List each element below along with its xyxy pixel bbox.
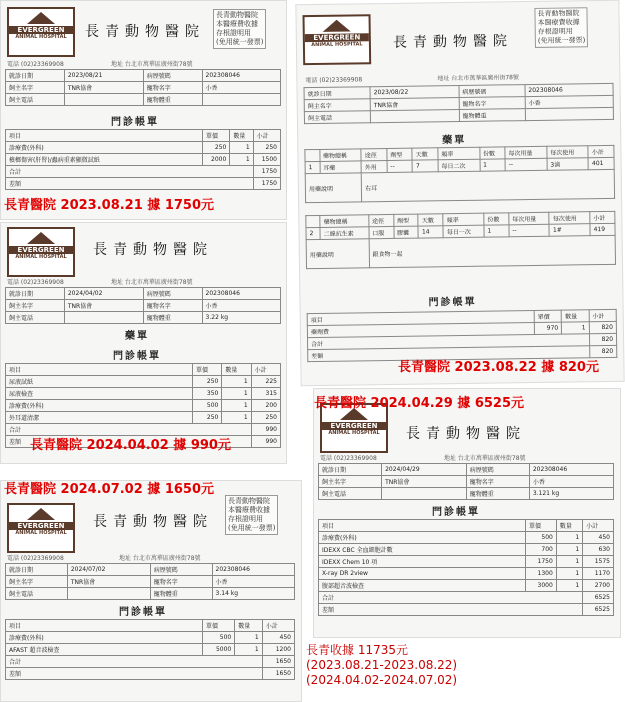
receipt-caption-5: 長青醫院 2024.07.02 據 1650元 <box>4 482 214 497</box>
summary-range-2: (2024.04.02-2024.07.02) <box>306 673 458 687</box>
section-title: 門診帳單 <box>428 296 477 309</box>
visit-info-table: 就診日期 2024/04/29 病歷號碼 202308046 飼主名字 TNR協會 寵物名字 小香 飼主電話 寵物體重 3.121 kg <box>318 463 614 500</box>
prescription-table-2: 藥物總稱 途徑 劑型 天數 頻率 份數 每次用量 每次使用 小計 2 二線抗生素 口服 膠囊 14 每日一次 1 -- 1# 419 用藥說明 跟食物一起 <box>305 211 616 269</box>
section-title: 門診帳單 <box>432 507 480 518</box>
hospital-address: 地址 台北市萬華區廣州街78號 <box>111 61 193 68</box>
table-row: 2 二線抗生素 口服 膠囊 14 每日一次 1 -- 1# 419 <box>306 223 615 239</box>
evergreen-logo: EVERGREEN ANIMAL HOSPITAL <box>303 14 372 65</box>
receipt-stamp: 長青動物醫院 本醫療費收據 存根證明用 (免用統一發票) <box>534 7 588 48</box>
bill-table: 項目 單價 數量 小計 診療費(外科) 250 1 250 檳榔傷害(肝腎)/蟲病重素顯微試紙 2000 1 1500 合計 1750 差額 1750 <box>5 129 281 190</box>
section-title: 門診帳單 <box>111 117 159 128</box>
bill-table: 項目 單價 數量 小計 診療費(外科) 500 1 450 IDEXX CBC 全血細胞計數 700 1 630 IDEXX Chem 10 項 1750 1 1575 X-ray DR 2view 1300 1 1170 腹部超音波檢查 3000 1 2700 合計 6525 差額 6525 <box>318 519 614 616</box>
hospital-name: 長青動物醫院 <box>406 426 526 442</box>
summary-total: 長青收據 11735元 <box>306 643 408 657</box>
receipt-2024-04-02 <box>0 222 287 464</box>
table-row: IDEXX CBC 全血細胞計數 700 1 630 <box>319 544 614 556</box>
visit-info-table: 就診日期 2023/08/21 病歷號碼 202308046 飼主名字 TNR協會 寵物名字 小香 飼主電話 寵物體重 <box>5 69 281 106</box>
receipt-caption-2: 長青醫院 2023.08.22 據 820元 <box>398 360 599 375</box>
table-row: 診療費(外科) 250 1 250 <box>6 142 281 154</box>
table-row: X-ray DR 2view 1300 1 1170 <box>319 568 614 580</box>
receipt-2023-08-21 <box>0 0 287 220</box>
hospital-phone: 電話 (02)23369908 <box>7 61 64 68</box>
table-row: 尿液試紙 250 1 225 <box>6 376 281 388</box>
receipt-2024-04-29 <box>313 388 621 638</box>
table-row: 診療費(外科) 500 1 200 <box>6 400 281 412</box>
section-title: 門診帳單 <box>113 351 161 362</box>
table-row: 診療費(外科) 500 1 450 <box>6 632 295 644</box>
hospital-name: 長青動物醫院 <box>93 242 213 258</box>
table-row: IDEXX Chem 10 項 1750 1 1575 <box>319 556 614 568</box>
receipt-caption-1: 長青醫院 2023.08.21 據 1750元 <box>4 198 214 213</box>
table-row: 外耳道清潔 250 1 250 <box>6 412 281 424</box>
table-row: 藥劑費 970 1 820 <box>307 321 616 337</box>
hospital-name: 長青動物醫院 <box>85 24 205 40</box>
receipt-stamp: 長青動物醫院 本醫療費收據 存根證明用 (免用統一發票) <box>225 495 278 535</box>
visit-info-table: 就診日期 2023/08/22 病歷號碼 202308046 飼主名字 TNR協會 寵物名字 小香 飼主電話 寵物體重 <box>304 83 614 124</box>
rx-title: 藥單 <box>125 331 149 342</box>
hospital-phone: 電話 (02)23369908 <box>305 76 363 85</box>
hospital-name: 長青動物醫院 <box>392 33 513 51</box>
summary-note <box>306 643 457 688</box>
receipt-stamp: 長青動物醫院 本醫療費收據 存根證明用 (免用統一發票) <box>213 9 266 49</box>
hospital-address: 地址 台北市萬華區廣州街78號 <box>111 279 193 286</box>
prescription-table-1: 藥物總稱 途徑 劑型 天數 頻率 份數 每次用量 每次使用 小計 1 耳藥 外用 -- 7 每日二次 1 -- 3滴 401 用藥說明 右耳 <box>304 145 615 203</box>
bill-table: 項目 單價 數量 小計 尿液試紙 250 1 225 尿液檢查 350 1 315 診療費(外科) 500 1 200 外耳道清潔 250 1 250 合計 990 差額 990 <box>5 363 281 448</box>
hospital-phone: 電話 (02)23369908 <box>7 555 64 562</box>
table-row: 診療費(外科) 500 1 450 <box>319 532 614 544</box>
table-row: 1 耳藥 外用 -- 7 每日二次 1 -- 3滴 401 <box>305 157 614 173</box>
bill-table: 項目 單價 數量 小計 診療費(外科) 500 1 450 AFAST 超音波檢查 5000 1 1200 合計 1650 差額 1650 <box>5 619 295 680</box>
receipt-caption-4: 長青醫院 2024.04.29 據 6525元 <box>314 396 524 411</box>
hospital-name: 長青動物醫院 <box>93 514 213 530</box>
summary-range-1: (2023.08.21-2023.08.22) <box>306 658 458 672</box>
table-row: AFAST 超音波檢查 5000 1 1200 <box>6 644 295 656</box>
rx-title: 藥單 <box>442 134 467 147</box>
section-title: 門診帳單 <box>119 607 167 618</box>
evergreen-logo: EVERGREEN ANIMAL HOSPITAL <box>7 7 75 57</box>
evergreen-logo: EVERGREEN ANIMAL HOSPITAL <box>320 403 388 453</box>
visit-info-table: 就診日期 2024/04/02 病歷號碼 202308046 飼主名字 TNR協會 寵物名字 小香 飼主電話 寵物體重 3.22 kg <box>5 287 281 324</box>
table-row: 尿液檢查 350 1 315 <box>6 388 281 400</box>
hospital-address: 地址 台北市萬華區廣州街78號 <box>119 555 201 562</box>
evergreen-logo: EVERGREEN ANIMAL HOSPITAL <box>7 227 75 277</box>
bill-table: 項目 單價 數量 小計 藥劑費 970 1 820 合計 820 差額 820 <box>307 309 618 362</box>
table-row: 檳榔傷害(肝腎)/蟲病重素顯微試紙 2000 1 1500 <box>6 154 281 166</box>
hospital-address: 地址 台北市萬華區廣州街78號 <box>437 74 519 83</box>
receipt-caption-3: 長青醫院 2024.04.02 據 990元 <box>30 438 231 453</box>
receipt-2023-08-22 <box>295 0 624 386</box>
table-row: 腹部超音波檢查 3000 1 2700 <box>319 580 614 592</box>
evergreen-logo: EVERGREEN ANIMAL HOSPITAL <box>7 503 75 553</box>
hospital-address: 地址 台北市萬華區廣州街78號 <box>444 455 526 462</box>
hospital-phone: 電話 (02)23369908 <box>7 279 64 286</box>
visit-info-table: 就診日期 2024/07/02 病歷號碼 202308046 飼主名字 TNR協會 寵物名字 小香 飼主電話 寵物體重 3.14 kg <box>5 563 295 600</box>
hospital-phone: 電話 (02)23369908 <box>320 455 377 462</box>
receipt-2024-07-02 <box>0 480 302 702</box>
